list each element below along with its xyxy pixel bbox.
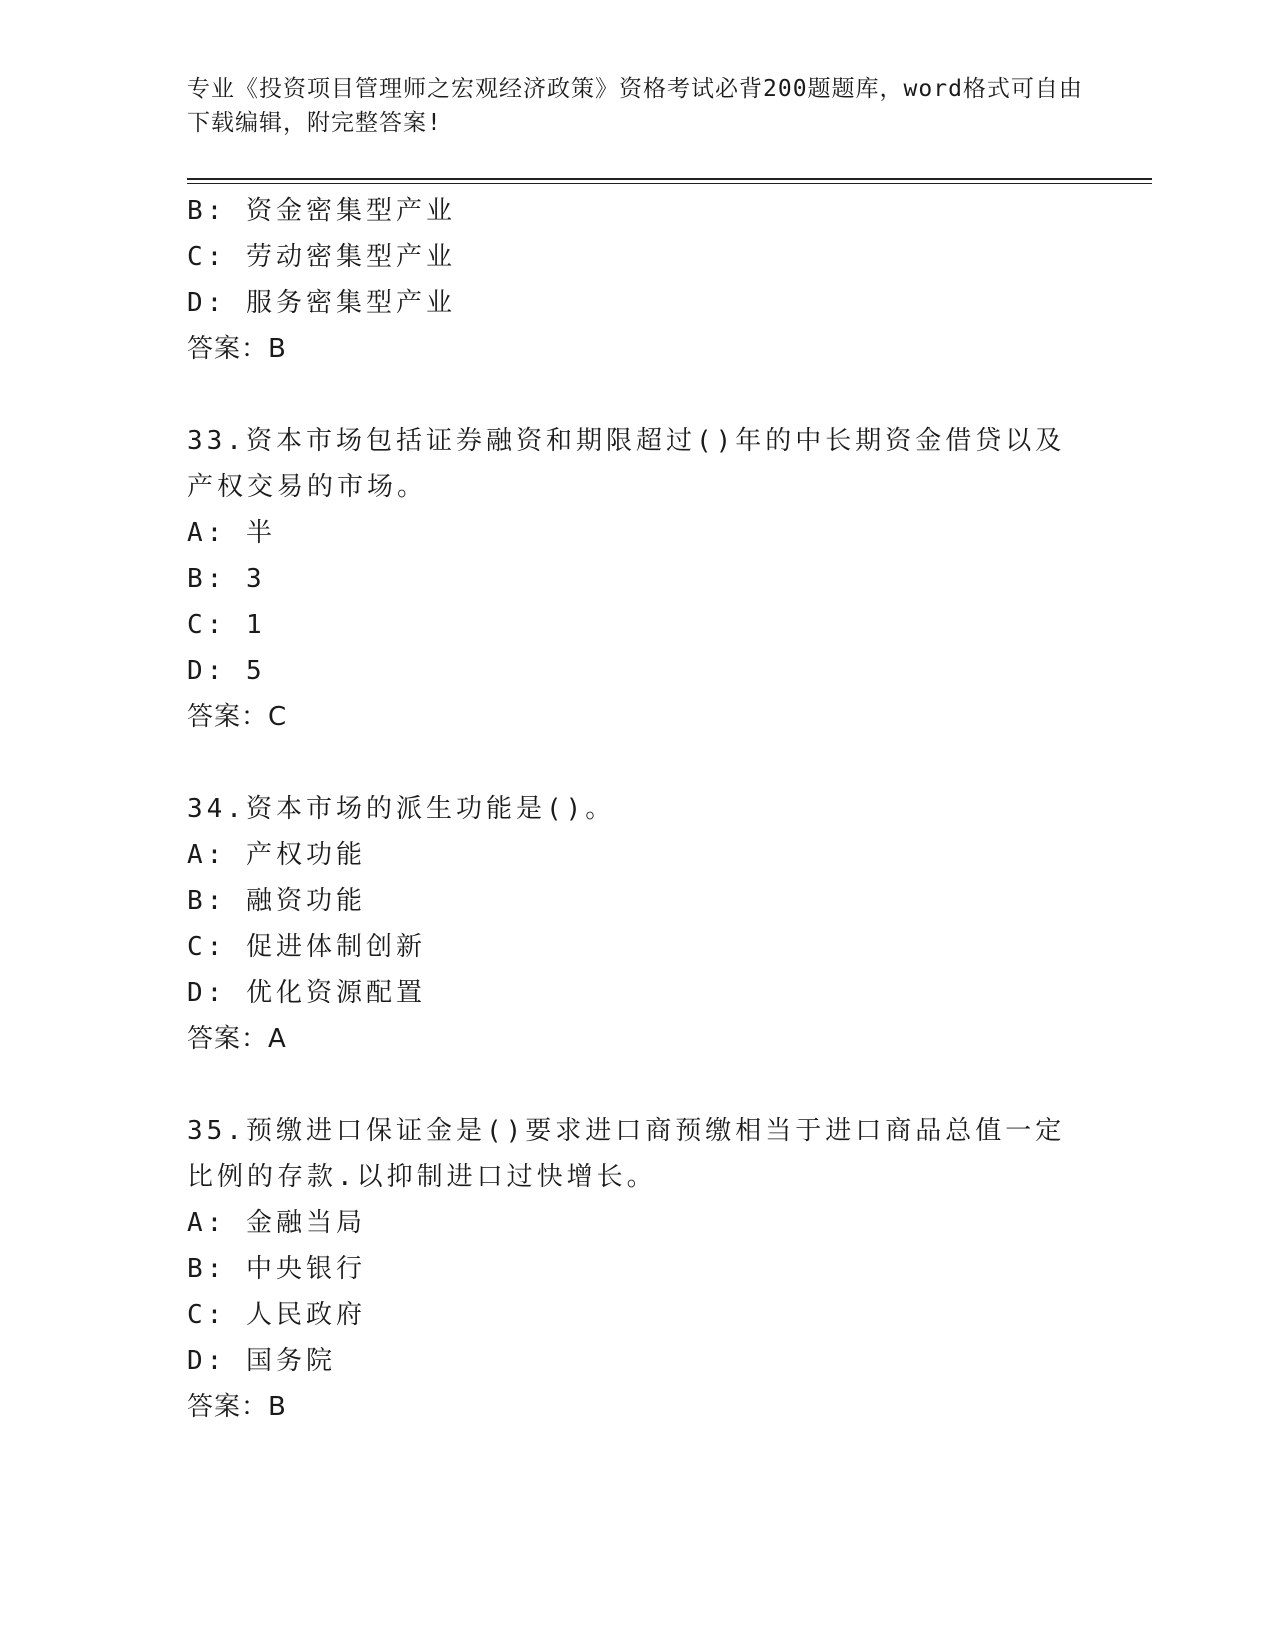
option-c: C: 劳动密集型产业 [187,242,456,272]
answer-line: 答案：B [187,1392,287,1422]
question-33 [187,418,1087,740]
option-a: A: 产权功能 [187,840,366,870]
option-b: B: 3 [187,564,266,594]
question-content [187,188,1087,1430]
answer-line: 答案：A [187,1024,287,1054]
answer-line: 答案：C [187,702,288,732]
header-rule-thick [187,178,1152,180]
option-d: D: 优化资源配置 [187,978,426,1008]
question-text: 33.资本市场包括证券融资和期限超过()年的中长期资金借贷以及产权交易的市场。 [187,426,1066,502]
option-c: C: 1 [187,610,266,640]
option-a: A: 金融当局 [187,1208,366,1238]
option-b: B: 资金密集型产业 [187,196,456,226]
option-d: D: 5 [187,656,266,686]
option-c: C: 促进体制创新 [187,932,426,962]
answer-line: 答案：B [187,334,287,364]
option-a: A: 半 [187,518,276,548]
carryover-question [187,188,1087,372]
question-text: 35.预缴进口保证金是()要求进口商预缴相当于进口商品总值一定比例的存款.以抑制进口过快增长。 [187,1116,1066,1192]
question-34 [187,786,1087,1062]
question-text: 34.资本市场的派生功能是()。 [187,794,616,824]
option-b: B: 中央银行 [187,1254,366,1284]
question-35 [187,1108,1087,1430]
option-d: D: 国务院 [187,1346,336,1376]
page-header: 专业《投资项目管理师之宏观经济政策》资格考试必背200题题库，word格式可自由下载编辑，附完整答案! [187,76,1083,136]
option-b: B: 融资功能 [187,886,366,916]
option-c: C: 人民政府 [187,1300,366,1330]
option-d: D: 服务密集型产业 [187,288,456,318]
header-rule-thin [187,183,1152,184]
